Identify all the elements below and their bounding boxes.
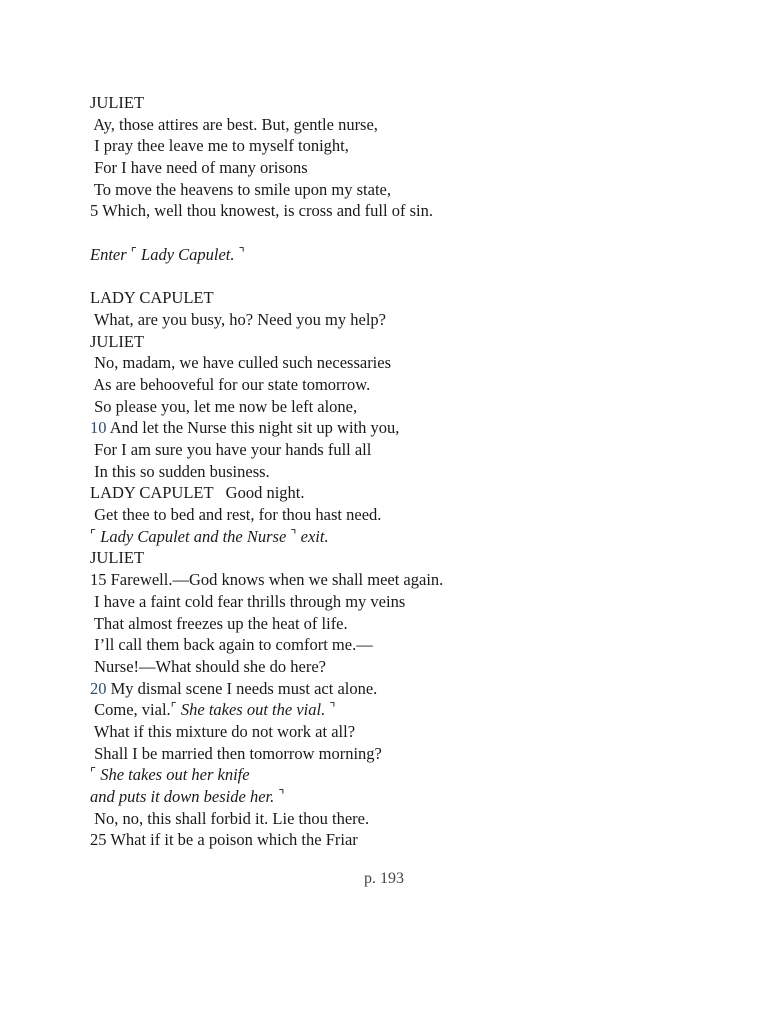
verse-line: In this so sudden business. (90, 461, 270, 481)
close-bracket-mark: ⌝ (290, 526, 297, 542)
close-bracket-mark: ⌝ (278, 787, 285, 802)
open-bracket-mark: ⌜ (130, 244, 137, 260)
verse-line: As are behooveful for our state tomorrow. (90, 374, 371, 394)
verse-line: LADY CAPULET Good night. (90, 483, 305, 503)
speaker-name: JULIET (90, 93, 145, 112)
stage-direction-text: She takes out the vial. (176, 700, 330, 720)
blank-line (90, 222, 730, 244)
stage-direction (90, 786, 730, 808)
line-number: 25 (90, 830, 107, 850)
close-bracket-mark: ⌝ (238, 244, 245, 260)
verse-text: And let the Nurse this night sit up with you, (106, 418, 400, 438)
numbered-verse-line (90, 829, 730, 851)
blank-line (90, 266, 730, 288)
verse-text: What if it be a poison which the Friar (106, 830, 358, 850)
numbered-verse-line (90, 678, 730, 700)
open-bracket-mark: ⌜ (170, 700, 177, 716)
verse-line: No, madam, we have culled such necessaries (90, 353, 392, 373)
stage-direction-text: She takes out her knife (96, 765, 250, 785)
verse-line: No, no, this shall forbid it. Lie thou there. (90, 808, 370, 828)
numbered-verse-line (90, 200, 730, 222)
speaker-name: JULIET (90, 331, 145, 351)
line-number: 15 (90, 570, 107, 590)
verse-line: I have a faint cold fear thrills through my veins (90, 591, 406, 611)
verse-text: Which, well thou knowest, is cross and full of sin. (98, 201, 433, 221)
numbered-verse-line (90, 417, 730, 439)
line-number: 5 (90, 201, 99, 221)
stage-direction-text: exit. (296, 526, 329, 546)
stage-direction (90, 526, 730, 548)
stage-direction-text: Lady Capulet and the Nurse (96, 526, 291, 546)
verse-line: For I have need of many orisons (90, 158, 308, 178)
line-number: 20 (90, 678, 107, 698)
line-number: 10 (90, 418, 107, 438)
open-bracket-mark: ⌜ (90, 526, 97, 542)
verse-line: Nurse!—What should she do here? (90, 656, 326, 676)
speaker-name: LADY CAPULET (90, 288, 214, 308)
verse-text: My dismal scene I needs must act alone. (106, 678, 378, 698)
page-number: p. 193 (364, 870, 404, 887)
verse-line: Shall I be married then tomorrow morning? (90, 743, 382, 763)
close-bracket-mark: ⌝ (329, 700, 336, 716)
open-bracket-mark: ⌜ (90, 765, 97, 781)
verse-line: What if this mixture do not work at all? (90, 721, 356, 741)
verse-line: What, are you busy, ho? Need you my help? (90, 309, 387, 329)
stage-direction-text: Enter (90, 244, 131, 264)
play-text (90, 92, 730, 851)
stage-direction (90, 764, 730, 786)
verse-line: To move the heavens to smile upon my state, (90, 179, 391, 199)
verse-line: For I am sure you have your hands full all (90, 440, 372, 459)
verse-text: Come, vial. (90, 700, 171, 720)
verse-line: That almost freezes up the heat of life. (90, 613, 348, 633)
verse-line: I pray thee leave me to myself tonight, (90, 136, 349, 156)
verse-line: Ay, those attires are best. But, gentle nurse, (90, 114, 378, 134)
numbered-verse-line (90, 569, 730, 591)
verse-line: I’ll call them back again to comfort me.— (90, 635, 373, 655)
stage-direction-text: and puts it down beside her. (90, 787, 279, 806)
verse-line: So please you, let me now be left alone, (90, 396, 358, 416)
verse-text: Farewell.—God knows when we shall meet again. (106, 570, 444, 590)
stage-direction (90, 244, 730, 266)
verse-with-stage-direction (90, 699, 730, 721)
speaker-name: JULIET (90, 548, 145, 568)
stage-direction-text: Lady Capulet. (136, 244, 239, 264)
verse-line: Get thee to bed and rest, for thou hast need. (90, 505, 382, 525)
